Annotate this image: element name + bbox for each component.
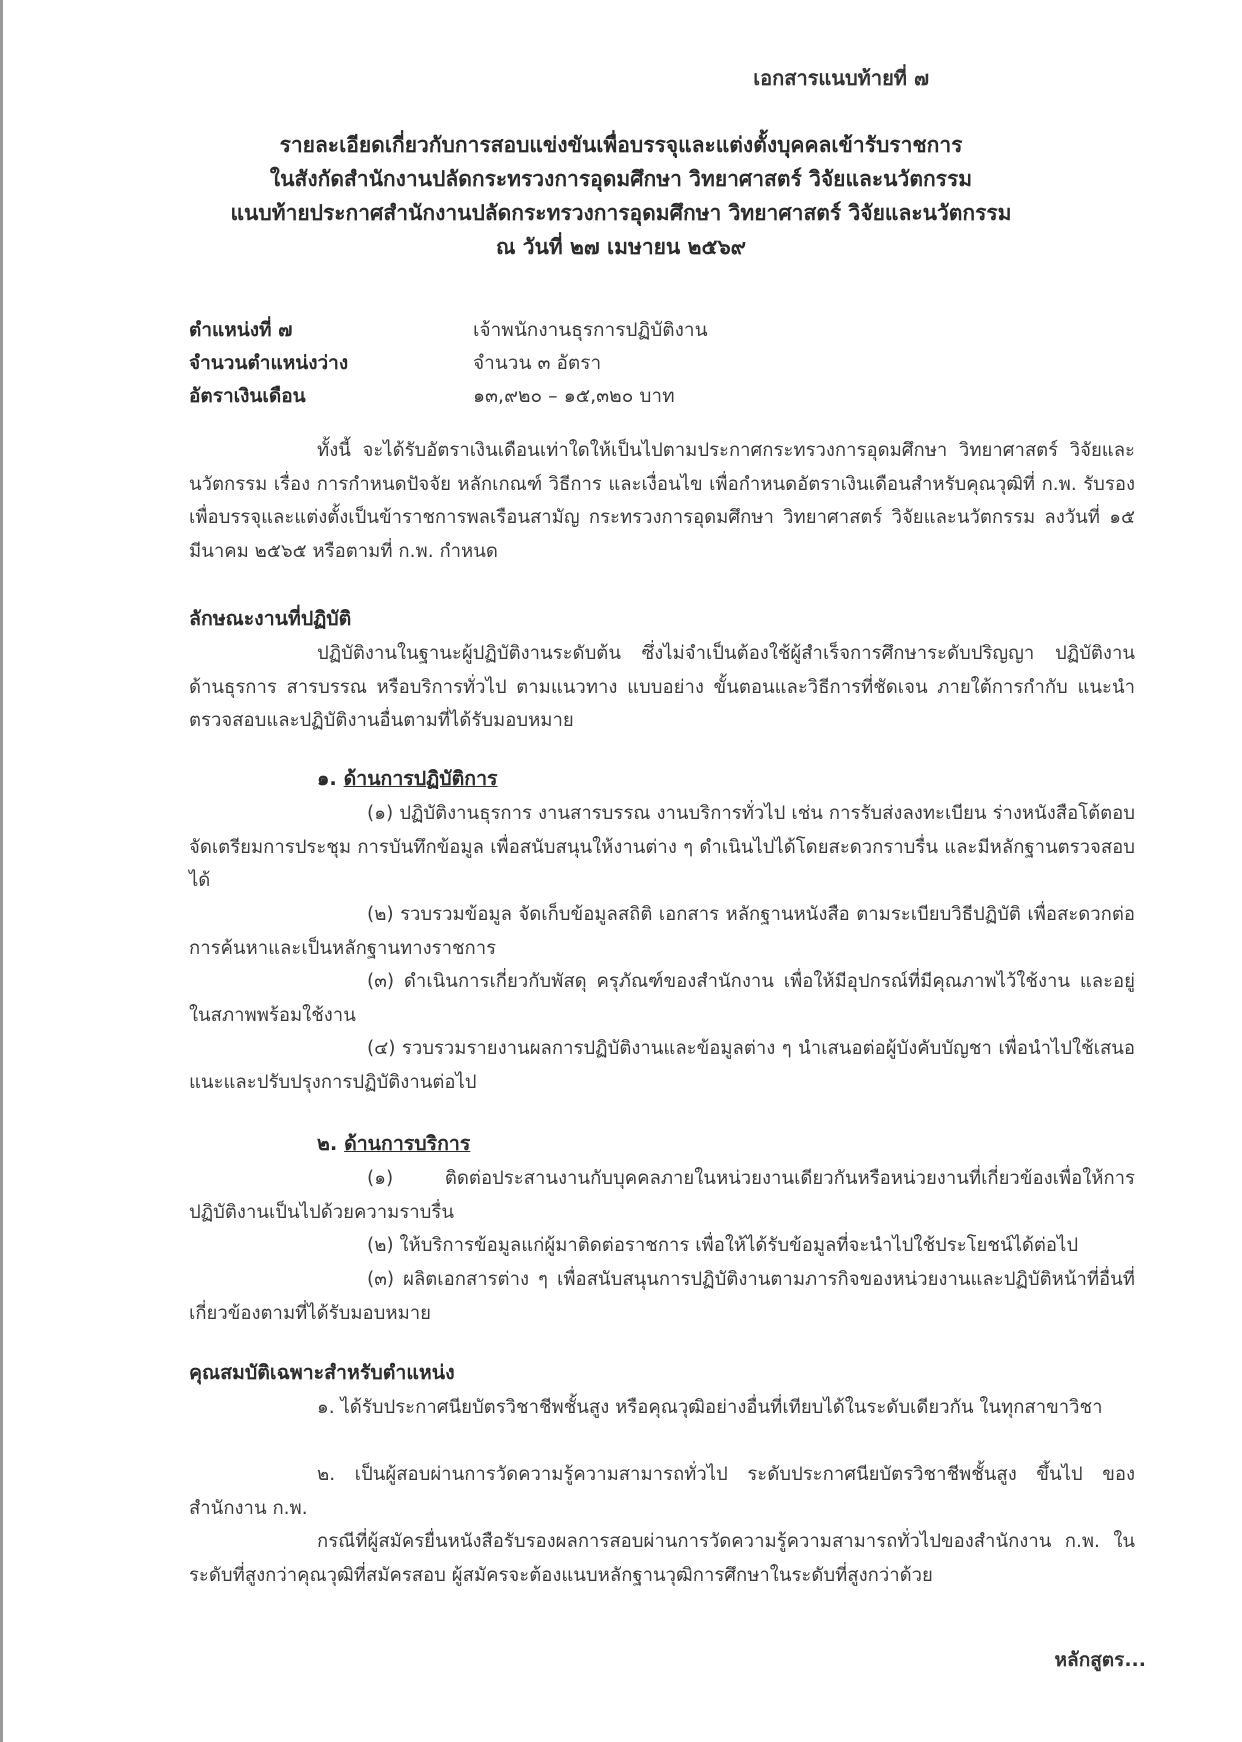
title-line: ในสังกัดสำนักงานปลัดกระทรวงการอุดมศึกษา วิทยาศาสตร์ วิจัยและนวัตกรรม bbox=[269, 167, 973, 191]
qualification-item-2: ๒. เป็นผู้สอบผ่านการวัดความรู้ความสามารถทั่วไป ระดับประกาศนียบัตรวิชาชีพชั้นสูง ขึ้นไป ของสำนักงาน ก.พ. bbox=[189, 1464, 1135, 1519]
operations-item-4: (๔) รวบรวมรายงานผลการปฏิบัติงานและข้อมูลต่าง ๆ นำเสนอต่อผู้บังคับบัญชา เพื่อนำไปใช้เสนอแนะและปรับปรุงการปฏิบัติงานต่อไป bbox=[189, 1038, 1135, 1093]
qualification-note: กรณีที่ผู้สมัครยื่นหนังสือรับรองผลการสอบผ่านการวัดความรู้ความสามารถทั่วไปของสำนักงาน ก.พ. ในระดับที่สูงกว่าคุณวุฒิที่สมัครสอบ ผู้สมัครจะต้องแนบหลักฐานวุฒิการศึกษาในระดับที่สูงกว่าด้วย bbox=[189, 1531, 1135, 1586]
job-nature-heading: ลักษณะงานที่ปฏิบัติ bbox=[189, 607, 352, 630]
services-item-3: (๓) ผลิตเอกสารต่าง ๆ เพื่อสนับสนุนการปฏิบัติงานตามภารกิจของหน่วยงานและปฏิบัติหน้าที่อื่นที่เกี่ยวข้องตามที่ได้รับมอบหมาย bbox=[189, 1269, 1135, 1324]
summary-row-position bbox=[189, 314, 708, 347]
section-heading-services: ๒. ด้านการบริการ bbox=[317, 1132, 471, 1155]
continued-label: หลักสูตร... bbox=[1054, 1649, 1146, 1671]
section-title: ด้านการบริการ bbox=[344, 1132, 471, 1155]
operations-item-1: (๑) ปฏิบัติงานธุรการ งานสารบรรณ งานบริการทั่วไป เช่น การรับส่งลงทะเบียน ร่างหนังสือโต้ตอบ จัดเตรียมการประชุม การบันทึกข้อมูล เพื่อสนับสนุนให้งานต่าง ๆ ดำเนินไปได้โดยสะดวกราบรื่น และมีหลักฐานตรวจสอบได้ bbox=[189, 803, 1135, 891]
document-title bbox=[0, 128, 1242, 264]
job-nature-intro: ปฏิบัติงานในฐานะผู้ปฏิบัติงานระดับต้น ซึ่งไม่จำเป็นต้องใช้ผู้สำเร็จการศึกษาระดับปริญญา ปฏิบัติงานด้านธุรการ สารบรรณ หรือบริการทั่วไป ตามแนวทาง แบบอย่าง ขั้นตอนและวิธีการที่ชัดเจน ภายใต้การกำกับ แนะนำ ตรวจสอบและปฏิบัติงานอื่นตามที่ได้รับมอบหมาย bbox=[189, 643, 1135, 731]
title-date: ณ วันที่ ๒๗ เมษายน ๒๕๖๙ bbox=[495, 235, 747, 259]
qualification-item-1: ๑. ได้รับประกาศนียบัตรวิชาชีพชั้นสูง หรือคุณวุฒิอย่างอื่นที่เทียบได้ในระดับเดียวกัน ในทุกสาขาวิชา bbox=[317, 1397, 1103, 1418]
summary-row-salary bbox=[189, 380, 708, 413]
title-line: แนบท้ายประกาศสำนักงานปลัดกระทรวงการอุดมศึกษา วิทยาศาสตร์ วิจัยและนวัตกรรม bbox=[230, 201, 1012, 225]
section-heading-operations: ๑. ด้านการปฏิบัติการ bbox=[317, 767, 498, 790]
salary-note: ทั้งนี้ จะได้รับอัตราเงินเดือนเท่าใดให้เป็นไปตามประกาศกระทรวงการอุดมศึกษา วิทยาศาสตร์ วิจัยและนวัตกรรม เรื่อง การกำหนดปัจจัย หลักเกณฑ์ วิธีการ และเงื่อนไข เพื่อกำหนดอัตราเงินเดือนสำหรับคุณวุฒิที่ ก.พ. รับรอง เพื่อบรรจุและแต่งตั้งเป็นข้าราชการพลเรือนสามัญ กระทรวงการอุดมศึกษา วิทยาศาสตร์ วิจัยและนวัตกรรม ลงวันที่ ๑๕ มีนาคม ๒๕๖๕ หรือตามที่ ก.พ. กำหนด bbox=[189, 440, 1135, 562]
summary-value: เจ้าพนักงานธุรการปฏิบัติงาน bbox=[473, 319, 708, 341]
summary-value: จำนวน ๓ อัตรา bbox=[473, 352, 602, 374]
operations-item-3: (๓) ดำเนินการเกี่ยวกับพัสดุ ครุภัณฑ์ของสำนักงาน เพื่อให้มีอุปกรณ์ที่มีคุณภาพไว้ใช้งาน และอยู่ในสภาพพร้อมใช้งาน bbox=[189, 971, 1135, 1026]
title-line: รายละเอียดเกี่ยวกับการสอบแข่งขันเพื่อบรรจุและแต่งตั้งบุคคลเข้ารับราชการ bbox=[279, 133, 963, 157]
section-title: ด้านการปฏิบัติการ bbox=[343, 767, 498, 790]
services-item-2: (๒) ให้บริการข้อมูลแก่ผู้มาติดต่อราชการ เพื่อให้ได้รับข้อมูลที่จะนำไปใช้ประโยชน์ได้ต่อไป bbox=[367, 1235, 1079, 1256]
summary-label: ตำแหน่งที่ ๗ bbox=[189, 319, 293, 341]
summary-row-vacancies bbox=[189, 347, 708, 380]
summary-label: อัตราเงินเดือน bbox=[189, 385, 306, 407]
summary-value: ๑๓,๙๒๐ – ๑๕,๓๒๐ บาท bbox=[473, 385, 675, 407]
operations-item-2: (๒) รวบรวมข้อมูล จัดเก็บข้อมูลสถิติ เอกสาร หลักฐานหนังสือ ตามระเบียบวิธีปฏิบัติ เพื่อสะดวกต่อการค้นหาและเป็นหลักฐานทางราชการ bbox=[189, 904, 1135, 959]
annex-label: เอกสารแนบท้ายที่ ๗ bbox=[753, 66, 929, 90]
qualifications-heading: คุณสมบัติเฉพาะสำหรับตำแหน่ง bbox=[189, 1361, 455, 1384]
summary-label: จำนวนตำแหน่งว่าง bbox=[189, 352, 349, 374]
position-summary bbox=[189, 314, 708, 413]
services-item-1: (๑) ติดต่อประสานงานกับบุคคลภายในหน่วยงานเดียวกันหรือหน่วยงานที่เกี่ยวข้องเพื่อให้การปฏิบัติงานเป็นไปด้วยความราบรื่น bbox=[189, 1168, 1135, 1223]
